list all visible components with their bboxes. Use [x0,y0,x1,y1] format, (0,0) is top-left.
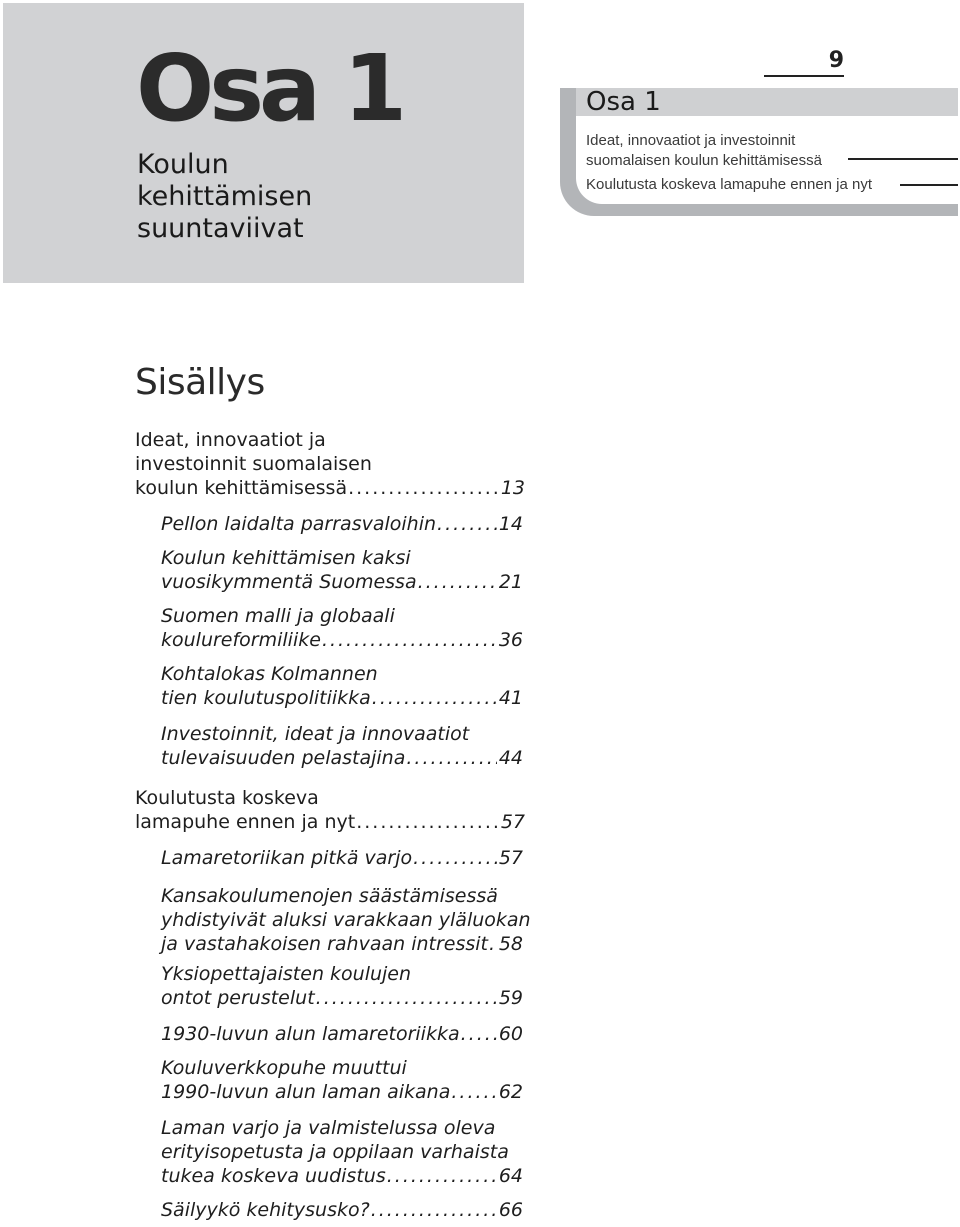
toc-entry-last-line [161,1080,523,1104]
toc-page-number: 64 [498,1165,523,1187]
toc-entry-title-line: Säilyykö kehitysusko? [161,1199,370,1221]
toc-entry-last-line [161,746,523,770]
toc-entry-last-line [161,512,523,536]
page-number: 9 [764,49,844,77]
toc-entry-title-line: investoinnit suomalaisen [135,453,372,475]
toc-entry-last-line [161,932,523,956]
toc-subsection-entry [161,604,523,652]
toc-heading: Sisällys [135,362,265,403]
toc-page-number: 62 [498,1081,523,1103]
toc-page-number: 21 [498,571,523,593]
toc-entry-last-line [161,1198,523,1222]
toc-subsection-entry [161,962,523,1010]
section-tab-item-line: Koulutusta koskeva lamapuhe ennen ja nyt [586,176,873,193]
toc-dot-leader [322,628,497,652]
toc-entry-title-line: Investoinnit, ideat ja innovaatiot [161,723,470,745]
part-subtitle-line: kehittämisen [137,181,313,212]
toc-dot-leader [316,986,497,1010]
toc-entry-title-line: yhdistyivät aluksi varakkaan yläluokan [161,909,531,931]
toc-entry-title-line: Lamaretoriikan pitkä varjo [161,847,413,869]
toc-entry-title-line: erityisopetusta ja oppilaan varhaista [161,1141,509,1163]
toc-page-number: 44 [498,747,523,769]
toc-page-number: 66 [498,1199,523,1221]
toc-entry-title-line: ontot perustelut [161,987,315,1009]
toc-dot-leader [489,932,497,956]
toc-section-entry [135,786,525,834]
toc-entry-last-line [161,846,523,870]
toc-subsection-entry [161,846,523,870]
toc-page-number: 60 [498,1023,523,1045]
toc-page-number: 58 [498,933,523,955]
part-subtitle-line: suuntaviivat [137,213,304,244]
toc-page-number: 13 [500,477,525,499]
toc-entry-title-line: Suomen malli ja globaali [161,605,395,627]
toc-entry-title-line: Kohtalokas Kolmannen [161,663,378,685]
toc-subsection-entry [161,884,531,956]
toc-entry-title-line: tien koulutuspolitiikka [161,687,371,709]
toc-dot-leader [356,810,499,834]
toc-entry-title-line: vuosikymmentä Suomessa [161,571,417,593]
toc-entry-title-line: Pellon laidalta parrasvaloihin [161,513,437,535]
toc-entry-title-line: tulevaisuuden pelastajina [161,747,406,769]
toc-entry-title-line: Ideat, innovaatiot ja [135,429,326,451]
toc-entry-title-line: tukea koskeva uudistus [161,1165,386,1187]
toc-entry-last-line [161,1022,523,1046]
toc-page-number: 57 [498,847,523,869]
toc-page-number: 59 [498,987,523,1009]
toc-entry-last-line [161,1164,523,1188]
toc-subsection-entry [161,722,523,770]
toc-dot-leader [406,746,496,770]
toc-dot-leader [371,1198,497,1222]
toc-entry-title-line: 1930-luvun alun lamaretoriikka [161,1023,460,1045]
toc-dot-leader [413,846,497,870]
toc-dot-leader [461,1022,497,1046]
toc-page-number: 41 [498,687,523,709]
toc-page-number: 36 [498,629,523,651]
part-subtitle-line: Koulun [137,149,229,180]
toc-entry-title-line: 1990-luvun alun laman aikana [161,1081,451,1103]
toc-page-number: 57 [500,811,525,833]
toc-entry-title-line: lamapuhe ennen ja nyt [135,811,356,833]
toc-entry-title-line: Laman varjo ja valmistelussa oleva [161,1117,496,1139]
section-tab-item-line: suomalaisen koulun kehittämisessä [586,152,822,169]
toc-dot-leader [451,1080,496,1104]
toc-subsection-entry [161,1022,523,1046]
toc-subsection-entry [161,1116,523,1188]
toc-subsection-entry [161,546,523,594]
toc-entry-title-line: Koulutusta koskeva [135,787,319,809]
toc-entry-title-line: Kansakoulumenojen säästämisessä [161,885,498,907]
toc-dot-leader [348,476,499,500]
toc-dot-leader [437,512,497,536]
toc-entry-title-line: koulun kehittämisessä [135,477,348,499]
toc-entry-last-line [135,476,525,500]
toc-entry-last-line [135,810,525,834]
toc-entry-title-line: Koulun kehittämisen kaksi [161,547,411,569]
toc-dot-leader [372,686,497,710]
section-tab-title: Osa 1 [586,87,661,117]
toc-dot-leader [418,570,497,594]
toc-entry-title-line: koulureformiliike [161,629,321,651]
toc-entry-last-line [161,570,523,594]
toc-page-number: 14 [498,513,523,535]
toc-entry-last-line [161,686,523,710]
toc-entry-last-line [161,986,523,1010]
toc-entry-title-line: Kouluverkkopuhe muuttui [161,1057,407,1079]
toc-subsection-entry [161,1056,523,1104]
section-tab-item-line: Ideat, innovaatiot ja investoinnit [586,132,796,149]
toc-section-entry [135,428,525,500]
toc-subsection-entry [161,512,523,536]
part-label: Osa 1 [136,35,403,142]
toc-subsection-entry [161,662,523,710]
toc-entry-title-line: ja vastahakoisen rahvaan intressit [161,933,489,955]
toc-entry-last-line [161,628,523,652]
toc-subsection-entry [161,1198,523,1222]
toc-entry-title-line: Yksiopettajaisten koulujen [161,963,412,985]
toc-dot-leader [387,1164,497,1188]
